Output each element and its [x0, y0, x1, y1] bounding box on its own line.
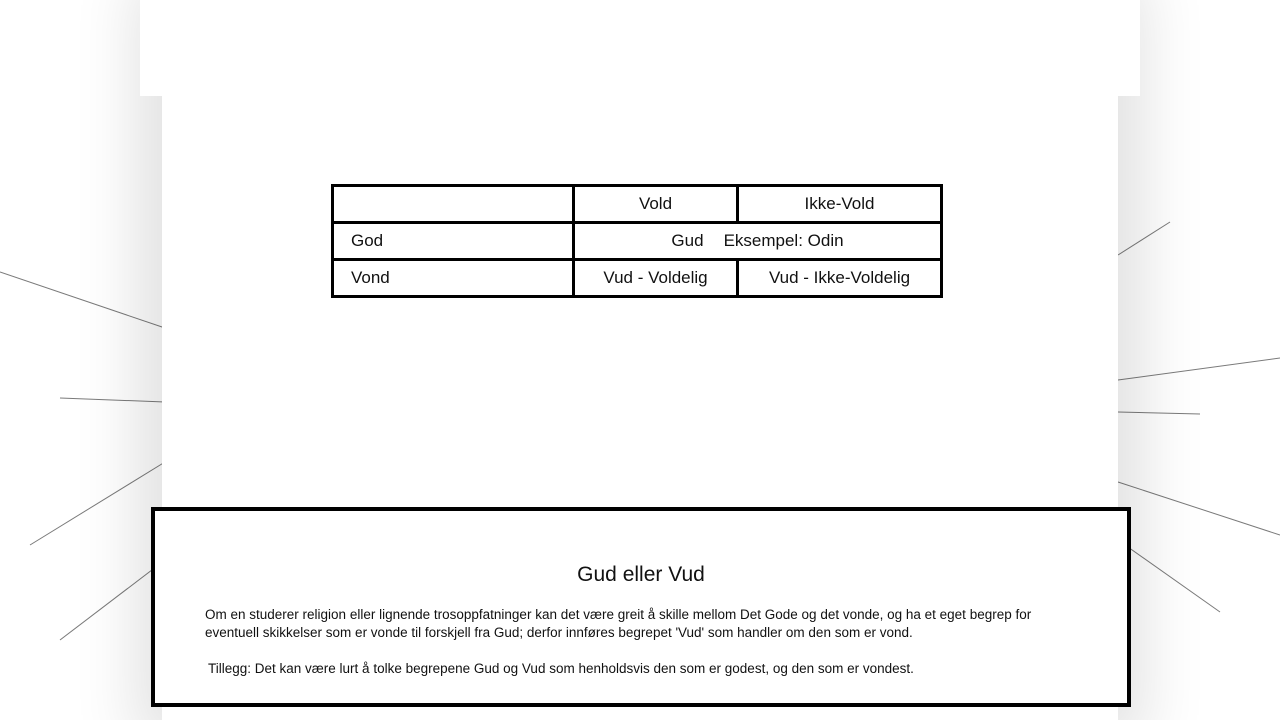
column-header-ikke-vold: Ikke-Vold [738, 186, 942, 223]
column-header-vold: Vold [574, 186, 738, 223]
cell-eksempel-odin: Eksempel: Odin [723, 231, 844, 250]
table-row [333, 223, 942, 260]
table-row [333, 260, 942, 297]
caption-body-text: Om en studerer religion eller lignende trosoppfatninger kan det være greit å skille mellom Det Gode og det vonde, og ha et eget begrep for eventuell skikkelser som er vonde til forskjell fra Gud; derfor innføres begrepet 'Vud' som handler om den som er vond. [205, 607, 1032, 640]
table-header-row [333, 186, 942, 223]
cell-gud: Gud [671, 231, 704, 250]
concept-table [331, 184, 943, 298]
table-corner-cell [333, 186, 574, 223]
row-label-god: God [333, 223, 574, 260]
slide-page-top [140, 0, 1140, 96]
caption-title: Gud eller Vud [577, 563, 705, 586]
caption-note-text: Tillegg: Det kan være lurt å tolke begrepene Gud og Vud som henholdsvis den som er godest, og den som er vondest. [208, 661, 914, 676]
row-label-vond: Vond [333, 260, 574, 297]
merged-cell-god [574, 223, 942, 260]
cell-vud-ikke-voldelig: Vud - Ikke-Voldelig [738, 260, 942, 297]
cell-vud-voldelig: Vud - Voldelig [574, 260, 738, 297]
caption-box [151, 507, 1131, 707]
